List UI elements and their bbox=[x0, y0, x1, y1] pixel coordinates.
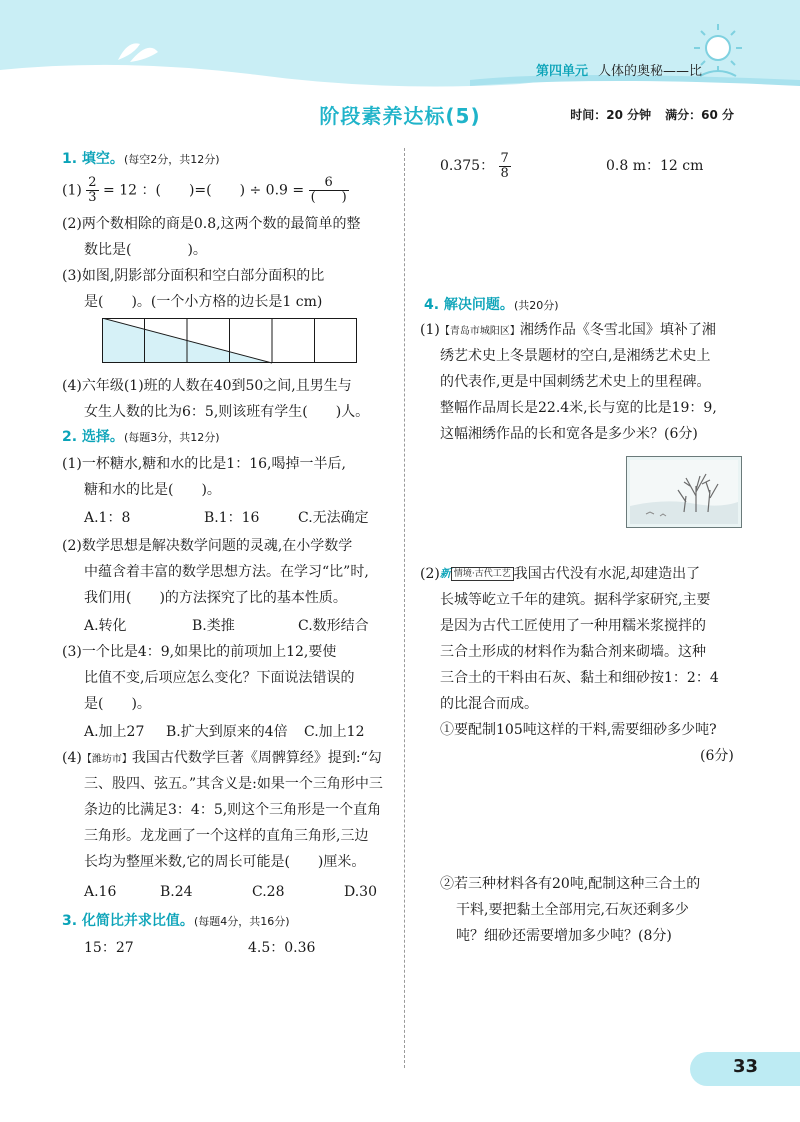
s4-q2-line-6: 的比混合而成。 bbox=[440, 696, 538, 712]
section-3-heading bbox=[62, 910, 290, 930]
s2-q4-option-a: A.16 bbox=[84, 884, 117, 900]
section-4-heading bbox=[424, 294, 559, 314]
s2-q4-option-b: B.24 bbox=[160, 884, 193, 900]
s2-q3-line-2: 比值不变,后项应怎么变化？下面说法错误的 bbox=[84, 670, 355, 686]
time-info bbox=[556, 106, 734, 123]
frac-den: ( ) bbox=[310, 190, 347, 205]
frac-num: 6 bbox=[309, 176, 349, 191]
grid-figure bbox=[102, 318, 358, 364]
s2-q2-line-1: (2)数学思想是解决数学问题的灵魂,在小学数学 bbox=[62, 538, 353, 554]
s4-q2-sub-1-score: (6分) bbox=[700, 748, 734, 764]
s2-q2-option-b: B.类推 bbox=[192, 618, 235, 634]
s3-item-3 bbox=[440, 148, 511, 184]
full-score: 满分：60 分 bbox=[665, 108, 734, 122]
s2-q3-option-c: C.加上12 bbox=[304, 724, 365, 740]
s1-q1-fraction-1 bbox=[86, 176, 98, 205]
s2-q1-line-2: 糖和水的比是( )。 bbox=[84, 482, 221, 498]
s4-q1-line-3: 的代表作,更是中国刺绣艺术史上的里程碑。 bbox=[440, 374, 711, 390]
s4-q1-line-1 bbox=[420, 320, 716, 342]
s4-q1-line-4: 整幅作品周长是22.4米,长与宽的比是19：9, bbox=[440, 400, 717, 416]
s2-q3-line-1: (3)一个比是4：9,如果比的前项加上12,要使 bbox=[62, 644, 337, 660]
s4-q2-line-3: 是因为古代工匠使用了一种用糯米浆搅拌的 bbox=[440, 618, 706, 634]
s1-q2-line-2: 数比是( )。 bbox=[84, 242, 207, 258]
new-badge: 新 bbox=[439, 567, 451, 580]
s2-q3-option-a: A.加上27 bbox=[84, 724, 145, 740]
s4-q1-source-tag: 【青岛市城阳区】 bbox=[439, 326, 520, 337]
s1-q1 bbox=[62, 176, 349, 205]
s3-item-1: 15：27 bbox=[84, 940, 134, 956]
s2-q1-line-1: (1)一杯糖水,糖和水的比是1：16,喝掉一半后, bbox=[62, 456, 346, 472]
s4-q2-sub-2-line-2: 干料,要把黏土全部用完,石灰还剩多少 bbox=[456, 902, 689, 918]
s4-q1-line-5: 这幅湘绣作品的长和宽各是多少米？(6分) bbox=[440, 426, 698, 442]
section-1-title: 1. 填空。 bbox=[62, 151, 124, 167]
s2-q3-line-3: 是( )。 bbox=[84, 696, 151, 712]
time-limit: 时间：20 分钟 bbox=[570, 108, 652, 122]
s4-q2-line-4: 三合土形成的材料作为黏合剂来砌墙。这种 bbox=[440, 644, 706, 660]
s2-q4-option-c: C.28 bbox=[252, 884, 285, 900]
unit-number: 第四单元 bbox=[535, 64, 588, 79]
section-2-title: 2. 选择。 bbox=[62, 429, 124, 445]
s4-q2-sub-1: ①要配制105吨这样的干料,需要细砂多少吨? bbox=[440, 722, 717, 738]
section-3-title: 3. 化简比并求比值。 bbox=[62, 913, 194, 929]
s3-item-2: 4.5：0.36 bbox=[248, 940, 316, 956]
s4-q2-sub-2-line-3: 吨？细砂还需要增加多少吨？(8分) bbox=[456, 928, 672, 944]
page-number: 33 bbox=[732, 1056, 758, 1077]
s2-q4-number: (4) bbox=[62, 750, 82, 766]
section-1-score: (每空2分，共12分) bbox=[123, 153, 220, 166]
section-1-heading bbox=[62, 148, 220, 168]
s4-q2-line-5: 三合土的干料由石灰、黏土和细砂按1：2：4 bbox=[440, 670, 719, 686]
s4-q2-text: 我国古代没有水泥,却建造出了 bbox=[513, 566, 701, 582]
s2-q1-option-b: B.1：16 bbox=[204, 510, 260, 526]
column-divider bbox=[404, 148, 405, 1068]
s2-q4-line-4: 三角形。龙龙画了一个这样的直角三角形,三边 bbox=[84, 828, 369, 844]
s2-q4-line-2: 三、股四、弦五。”其含义是:如果一个三角形中三 bbox=[84, 776, 383, 792]
s2-q2-option-a: A.转化 bbox=[84, 618, 127, 634]
s2-q1-option-c: C.无法确定 bbox=[298, 510, 369, 526]
s1-q3-line-2: 是( )。(一个小方格的边长是1 cm) bbox=[84, 294, 323, 310]
s1-q1-number: (1) bbox=[62, 182, 82, 199]
s1-q3-line-1: (3)如图,阴影部分面积和空白部分面积的比 bbox=[62, 268, 325, 284]
s4-q1-text: 湘绣作品《冬雪北国》填补了湘 bbox=[519, 322, 716, 338]
s3-item-3-fraction bbox=[499, 152, 511, 181]
s3-item-4: 0.8 m：12 cm bbox=[606, 158, 704, 174]
s2-q4-line-3: 条边的比满足3：4：5,则这个三角形是一个直角 bbox=[84, 802, 382, 818]
s2-q2-line-3: 我们用( )的方法探究了比的基本性质。 bbox=[84, 590, 347, 606]
s4-q2-line-2: 长城等屹立千年的建筑。据科学家研究,主要 bbox=[440, 592, 711, 608]
s1-q1-fraction-2 bbox=[309, 176, 349, 205]
s2-q2-option-c: C.数形结合 bbox=[298, 618, 369, 634]
s3-item-3-text: 0.375： bbox=[440, 158, 495, 174]
s2-q2-line-2: 中蕴含着丰富的数学思想方法。在学习“比”时, bbox=[84, 564, 369, 580]
s2-q4-line-5: 长均为整厘米数,它的周长可能是( )厘米。 bbox=[84, 854, 366, 870]
section-4-title: 4. 解决问题。 bbox=[424, 297, 514, 313]
s1-q4-line-2: 女生人数的比为6：5,则该班有学生( )人。 bbox=[84, 404, 370, 420]
frac-den: 3 bbox=[88, 190, 97, 205]
s2-q1-option-a: A.1：8 bbox=[84, 510, 131, 526]
s2-q4-source-tag: 【潍坊市】 bbox=[81, 754, 132, 765]
s4-q2-number: (2) bbox=[420, 566, 440, 582]
s4-q1-line-2: 绣艺术史上冬景题材的空白,是湘绣艺术史上 bbox=[440, 348, 711, 364]
s4-q2-sub-2-line-1: ②若三种材料各有20吨,配制这种三合土的 bbox=[440, 876, 701, 892]
section-2-heading bbox=[62, 426, 220, 446]
s2-q4-line-1 bbox=[62, 748, 382, 770]
frac-den: 8 bbox=[500, 165, 509, 181]
unit-label bbox=[536, 60, 702, 79]
s2-q4-option-d: D.30 bbox=[344, 884, 377, 900]
s4-q1-number: (1) bbox=[420, 322, 440, 338]
page-title: 阶段素养达标(5) bbox=[319, 104, 481, 128]
s4-q2-line-1 bbox=[420, 564, 700, 584]
embroidery-winter-image bbox=[626, 456, 742, 528]
unit-topic: 人体的奥秘——比 bbox=[597, 64, 702, 79]
s1-q2-line-1: (2)两个数相除的商是0.8,这两个数的最简单的整 bbox=[62, 216, 361, 232]
s2-q4-text: 我国古代数学巨著《周髀算经》提到:“勾 bbox=[131, 750, 382, 766]
context-badge: 情境·古代工艺 bbox=[451, 567, 514, 581]
section-2-score: (每题3分，共12分) bbox=[123, 431, 220, 444]
frac-num: 2 bbox=[88, 175, 97, 190]
s1-q4-line-1: (4)六年级(1)班的人数在40到50之间,且男生与 bbox=[62, 378, 352, 394]
section-3-score: (每题4分，共16分) bbox=[193, 915, 290, 928]
s2-q3-option-b: B.扩大到原来的4倍 bbox=[166, 724, 288, 740]
frac-num: 7 bbox=[500, 150, 509, 166]
section-4-score: (共20分) bbox=[513, 299, 559, 312]
s1-q1-text: = 12 ：( )=( ) ÷ 0.9 = bbox=[103, 182, 305, 199]
